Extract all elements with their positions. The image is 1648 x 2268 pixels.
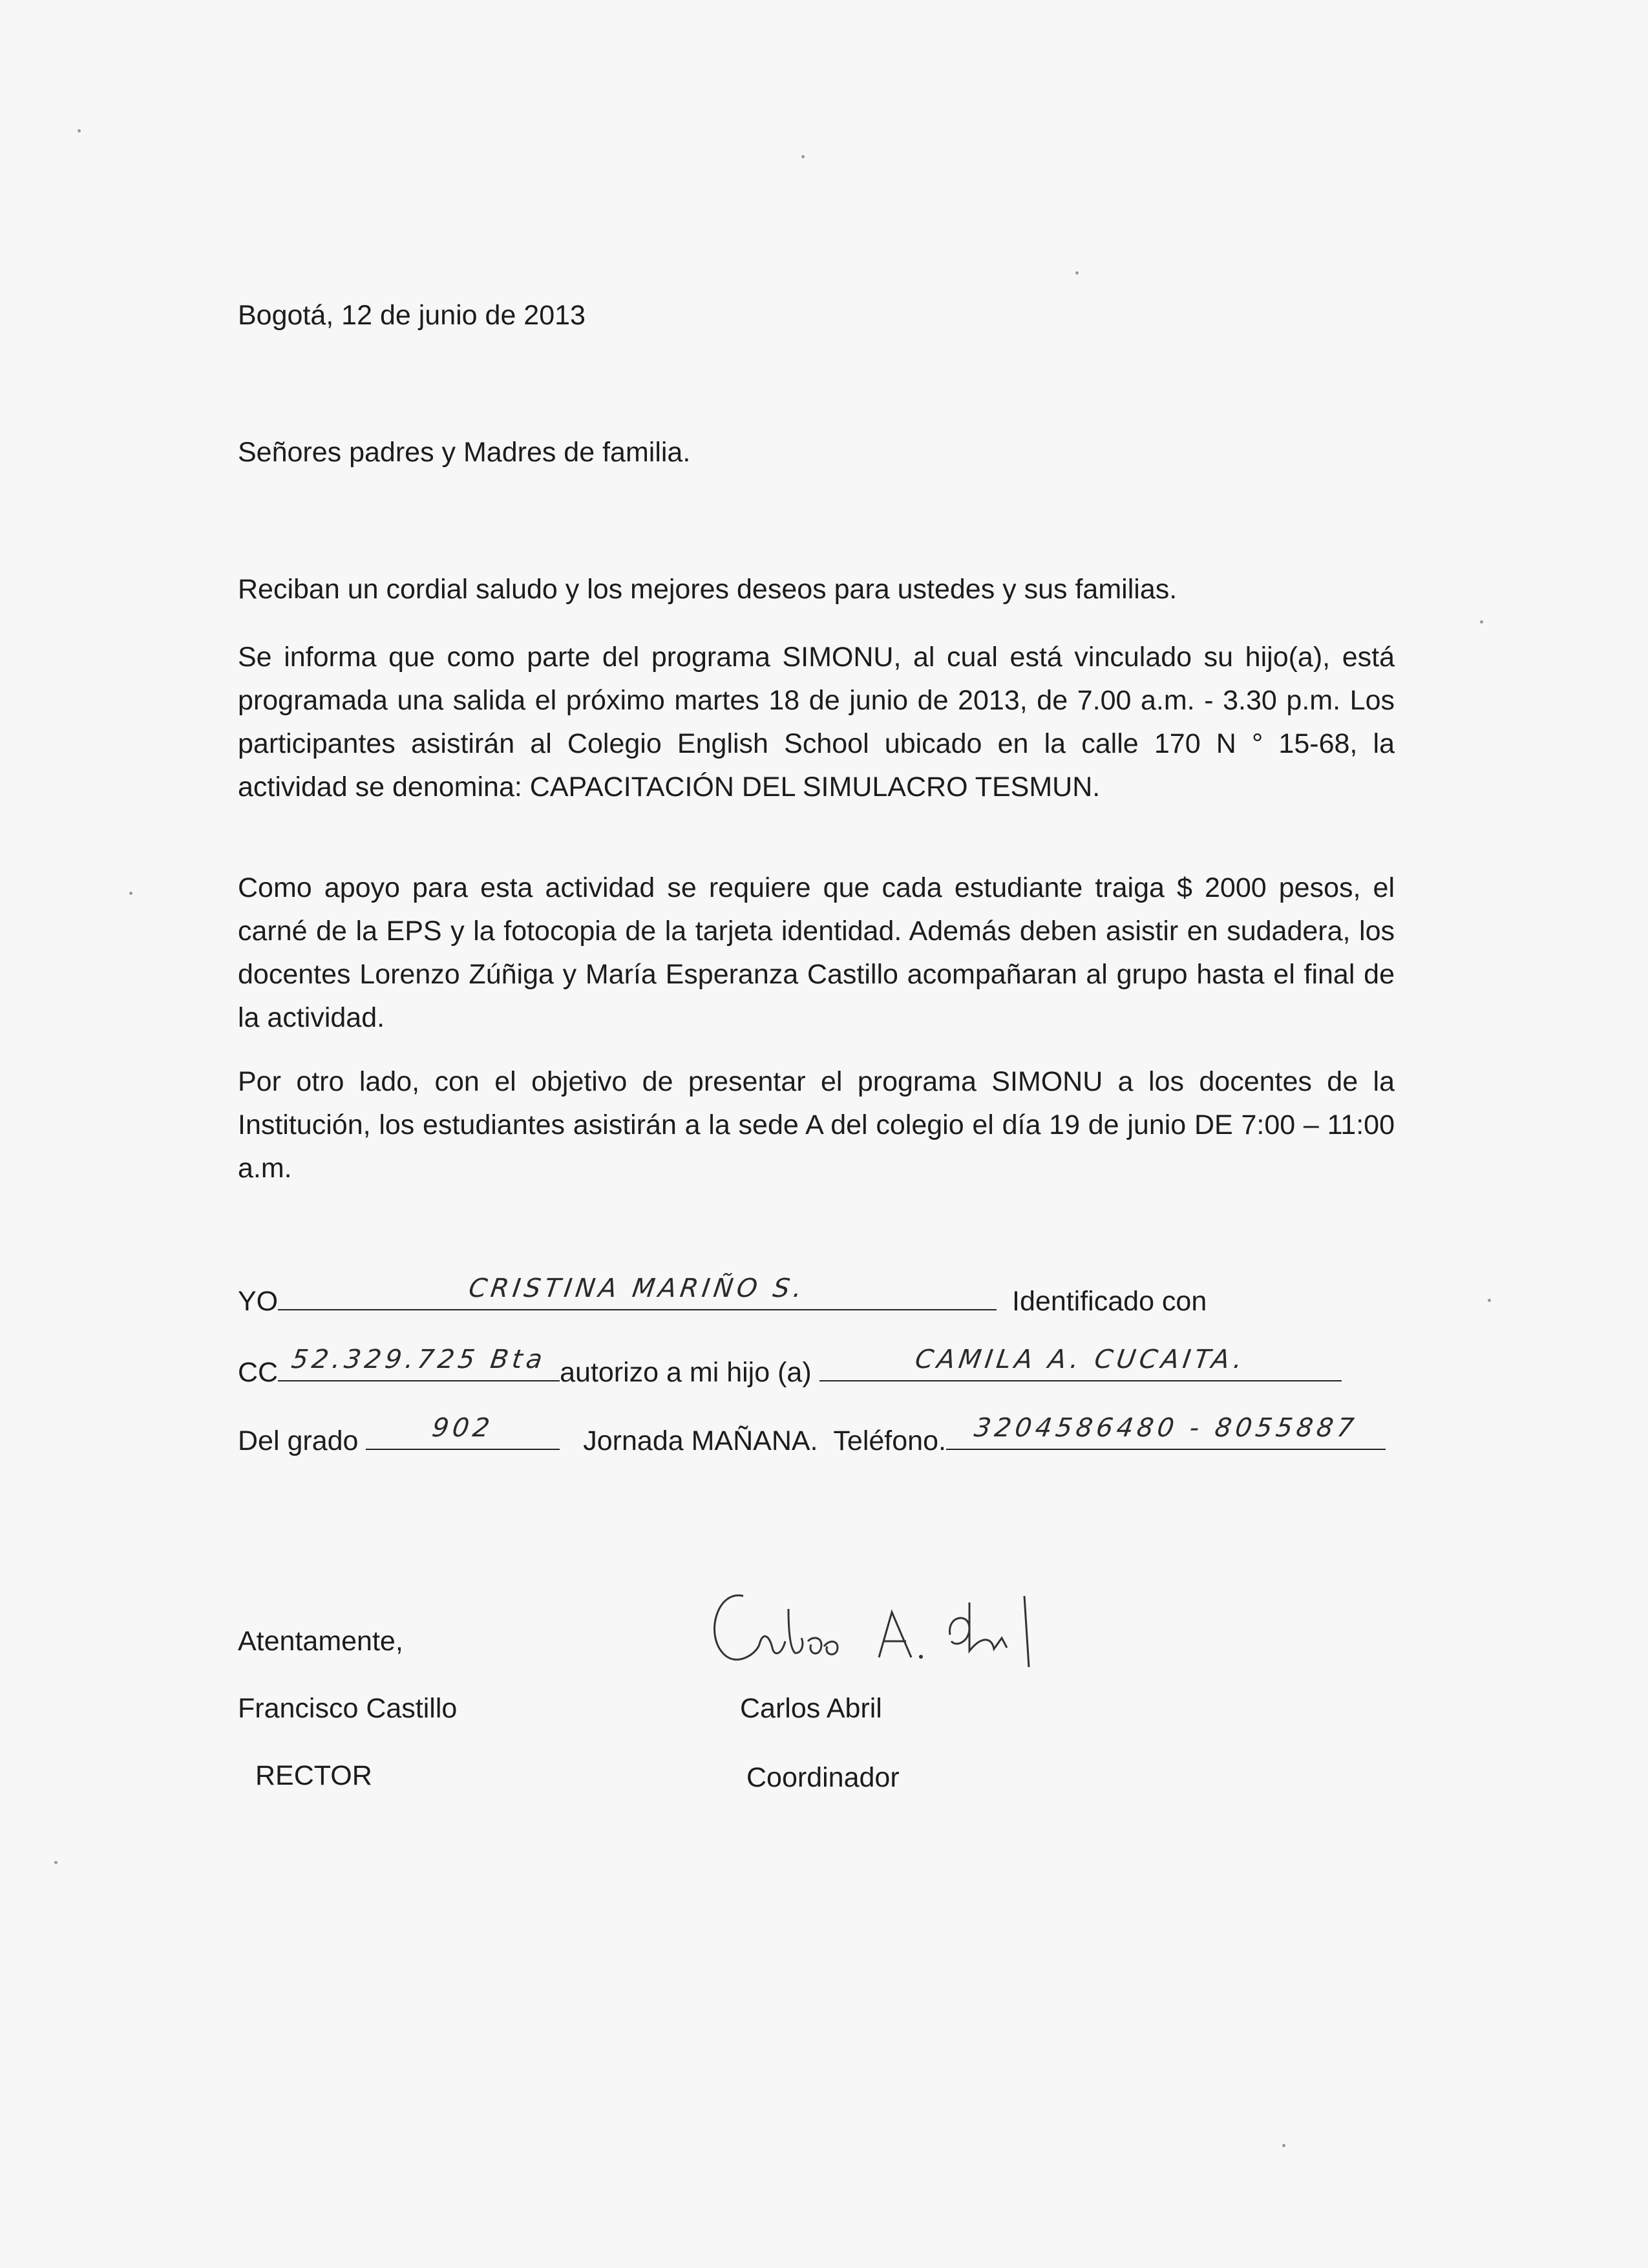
coordinator-role: Coordinador [746,1762,900,1793]
shift-label: Jornada MAÑANA. [583,1425,818,1456]
rector-role: RECTOR [255,1760,372,1791]
form-line-name [238,1274,1207,1321]
cc-field[interactable] [278,1345,560,1381]
cc-handwriting: 52.329.725 Bta [290,1345,549,1374]
cc-label: CC [238,1357,279,1388]
name-handwriting: CRISTINA MARIÑO S. [467,1274,808,1303]
phone-handwriting: 3204586480 - 8055887 [972,1413,1360,1443]
scan-speck [1488,1299,1491,1302]
letter-date: Bogotá, 12 de junio de 2013 [238,300,586,331]
form-line-cc [238,1345,1342,1392]
form-line-grade [238,1413,1386,1460]
scan-speck [129,892,132,895]
scan-speck [78,129,81,132]
paragraph-outing: Se informa que como parte del programa SIMONU, al cual está vinculado su hijo(a), está programada una salida el próximo martes 18 de junio de 2013, de 7.00 a.m. - 3.30 p.m. Los participantes asistirán al Colegio English School ubicado en la calle 170 N ° 15-68, la actividad se denomina: CAPACITACIÓN DEL SIMULACRO TESMUN. [238,642,1395,803]
coordinator-name: Carlos Abril [740,1693,882,1724]
scan-speck [801,155,805,158]
grade-handwriting: 902 [430,1413,496,1443]
grade-field[interactable] [366,1413,560,1450]
rector-name: Francisco Castillo [238,1693,458,1724]
closing-farewell: Atentamente, [238,1626,403,1657]
grade-label: Del grado [238,1425,359,1456]
letter-greeting: Señores padres y Madres de familia. [238,437,691,468]
phone-label: Teléfono. [833,1425,946,1456]
phone-field[interactable] [946,1413,1386,1450]
authorize-label: autorizo a mi hijo (a) [560,1357,812,1388]
scan-speck [1480,620,1483,624]
letter-salutation: Reciban un cordial saludo y los mejores deseos para ustedes y sus familias. [238,574,1178,605]
scan-speck [1075,271,1079,275]
scan-speck [54,1861,58,1864]
identified-label: Identificado con [1012,1286,1207,1317]
paragraph-presentation: Por otro lado, con el objetivo de presentar el programa SIMONU a los docentes de la Institución, los estudiantes asistirán a la sede A del colegio el día 19 de junio DE 7:00 – 11:00 a.m. [238,1066,1395,1184]
name-field[interactable] [278,1274,997,1310]
coordinator-signature [698,1577,1086,1680]
yo-label: YO [238,1286,279,1317]
scan-speck [1282,2144,1285,2147]
child-field[interactable] [819,1345,1342,1381]
child-handwriting: CAMILA A. CUCAITA. [913,1345,1248,1374]
paragraph-requirements: Como apoyo para esta actividad se requiere que cada estudiante traiga $ 2000 pesos, el carné de la EPS y la fotocopia de la tarjeta identidad. Además deben asistir en sudadera, los docentes Lorenzo Zúñiga y María Esperanza Castillo acompañaran al grupo hasta el final de la actividad. [238,872,1395,1033]
